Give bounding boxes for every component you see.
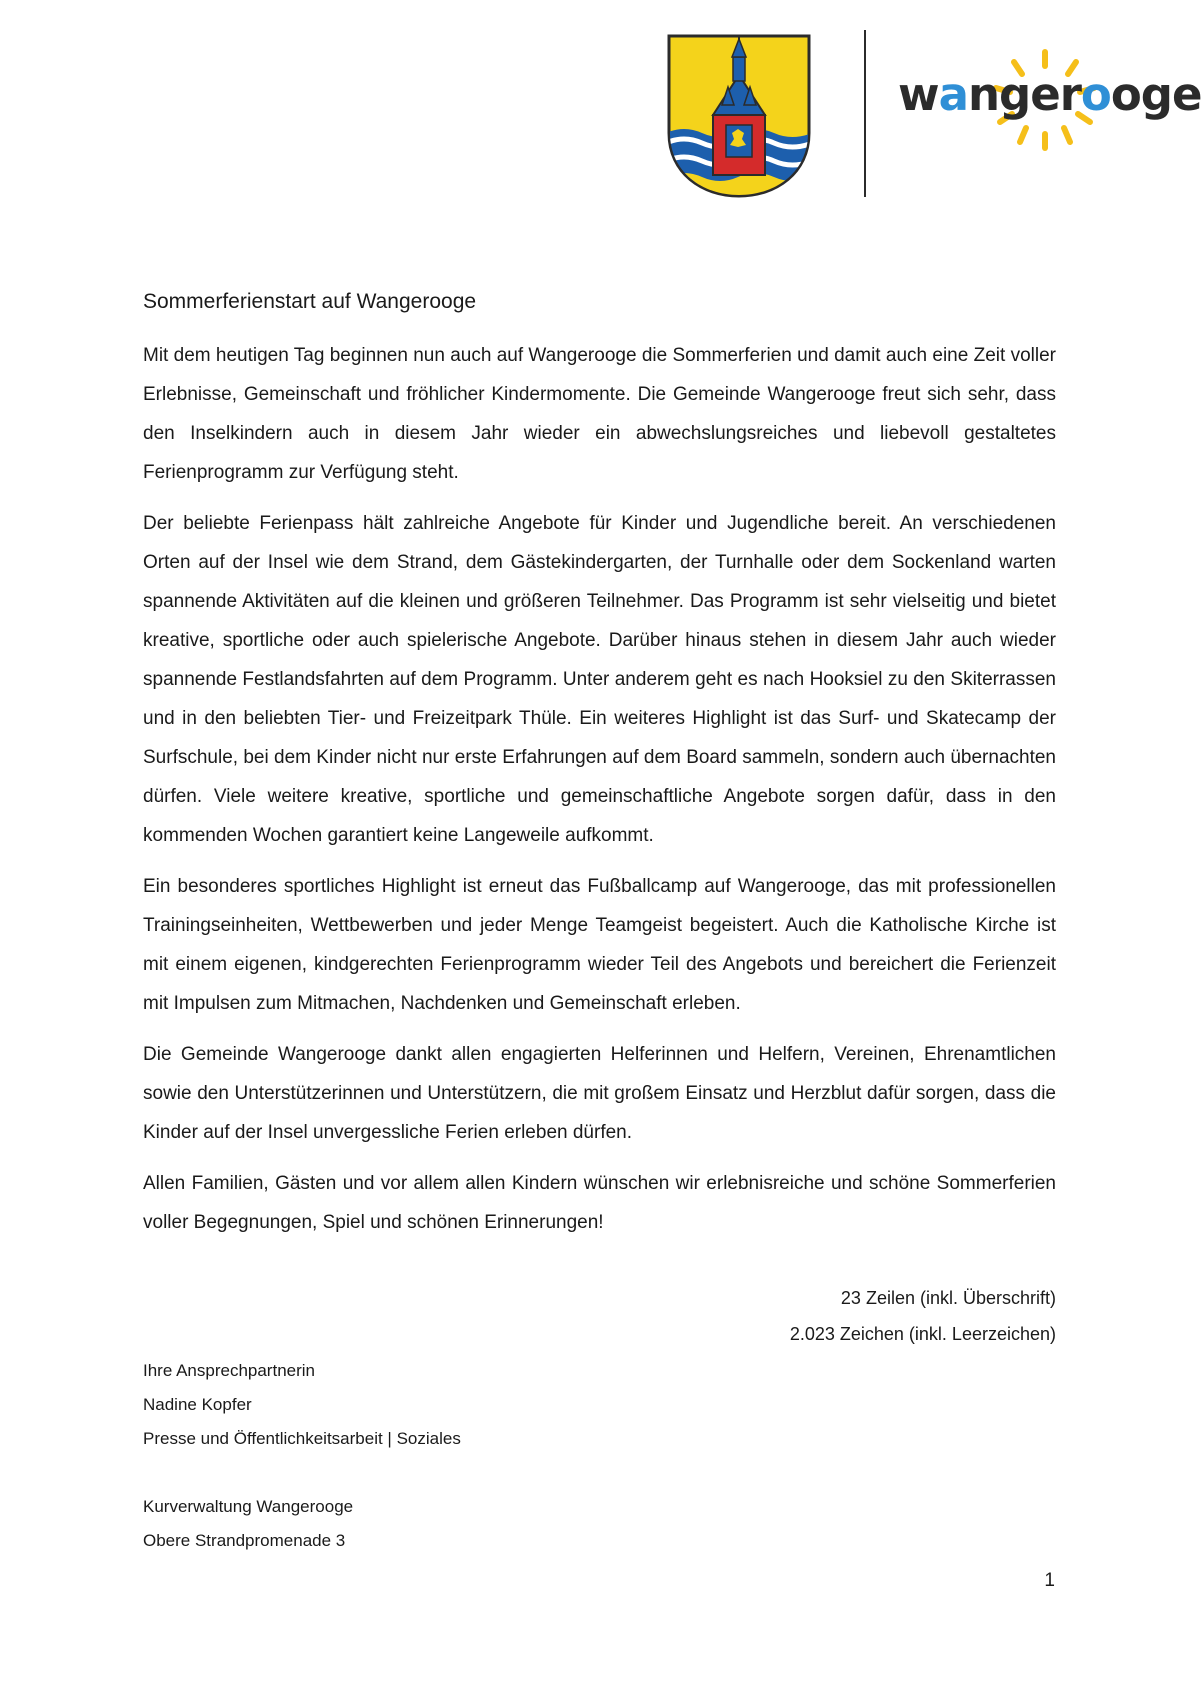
- article-title: Sommerferienstart auf Wangerooge: [143, 290, 477, 313]
- contact-label: Ihre Ansprechpartnerin: [143, 1361, 315, 1380]
- article-paragraph: Der beliebte Ferienpass hält zahlreiche Angebote für Kinder und Jugendliche bereit. An verschiedenen Orten auf der Insel wie dem Strand, dem Gästekindergarten, der Turnhalle oder dem Sockenland warten spannende Aktivitäten auf die kleinen und größeren Teilnehmer. Das Programm ist sehr vielseitig und bietet kreative, sportliche oder auch spielerische Angebote. Darüber hinaus stehen in diesem Jahr auch wieder spannende Festlandsfahrten auf dem Programm. Unter anderem geht es nach Hooksiel zu den Skiterrassen und in den beliebten Tier- und Freizeitpark Thüle. Ein weiteres Highlight ist das Surf- und Skatecamp der Surfschule, bei dem Kinder nicht nur erste Erfahrungen auf dem Board sammeln, sondern auch übernachten dürfen. Viele weitere kreative, sportliche und gemeinschaftliche Angebote sorgen dafür, dass in den kommenden Wochen garantiert keine Langeweile aufkommt.: [143, 513, 1056, 846]
- article-paragraph: Mit dem heutigen Tag beginnen nun auch auf Wangerooge die Sommerferien und damit auch eine Zeit voller Erlebnisse, Gemeinschaft und fröhlicher Kindermomente. Die Gemeinde Wangerooge freut sich sehr, dass den Inselkindern auch in diesem Jahr wieder ein abwechslungsreiches und liebevoll gestaltetes Ferienprogramm zur Verfügung steht.: [143, 345, 1056, 483]
- contact-role: Presse und Öffentlichkeitsarbeit | Soziales: [143, 1429, 461, 1448]
- contact-name: Nadine Kopfer: [143, 1395, 252, 1414]
- char-count: 2.023 Zeichen (inkl. Leerzeichen): [789, 1324, 1056, 1344]
- article-paragraph: Allen Familien, Gästen und vor allem allen Kindern wünschen wir erlebnisreiche und schöne Sommerferien voller Begegnungen, Spiel und schönen Erinnerungen!: [143, 1173, 1056, 1233]
- address-street: Obere Strandpromenade 3: [143, 1531, 346, 1550]
- article-paragraph: Ein besonderes sportliches Highlight ist erneut das Fußballcamp auf Wangerooge, das mit professionellen Trainingseinheiten, Wettbewerben und jeder Menge Teamgeist begeistert. Auch die Katholische Kirche ist mit einem eigenen, kindgerechten Ferienprogramm wieder Teil des Angebots und bereichert die Ferienzeit mit Impulsen zum Mitmachen, Nachdenken und Gemeinschaft erleben.: [143, 876, 1056, 1014]
- contact-block: [143, 1354, 461, 1456]
- address-org: Kurverwaltung Wangerooge: [143, 1497, 354, 1516]
- line-count: 23 Zeilen (inkl. Überschrift): [840, 1288, 1056, 1308]
- article: [143, 288, 1056, 1254]
- article-paragraph: Die Gemeinde Wangerooge dankt allen engagierten Helferinnen und Helfern, Vereinen, Ehrenamtlichen sowie den Unterstützerinnen und Unterstützern, die mit großem Einsatz und Herzblut dafür sorgen, dass die Kinder auf der Insel unvergessliche Ferien erleben dürfen.: [143, 1044, 1056, 1143]
- header-divider: [864, 30, 866, 197]
- text-stats: [790, 1280, 1056, 1352]
- wangerooge-logo: [898, 50, 1202, 150]
- page-number: 1: [1044, 1570, 1055, 1591]
- address-block: [143, 1490, 353, 1558]
- coat-of-arms-icon: [666, 33, 812, 199]
- logo-wordmark: wangerooge: [898, 68, 1202, 121]
